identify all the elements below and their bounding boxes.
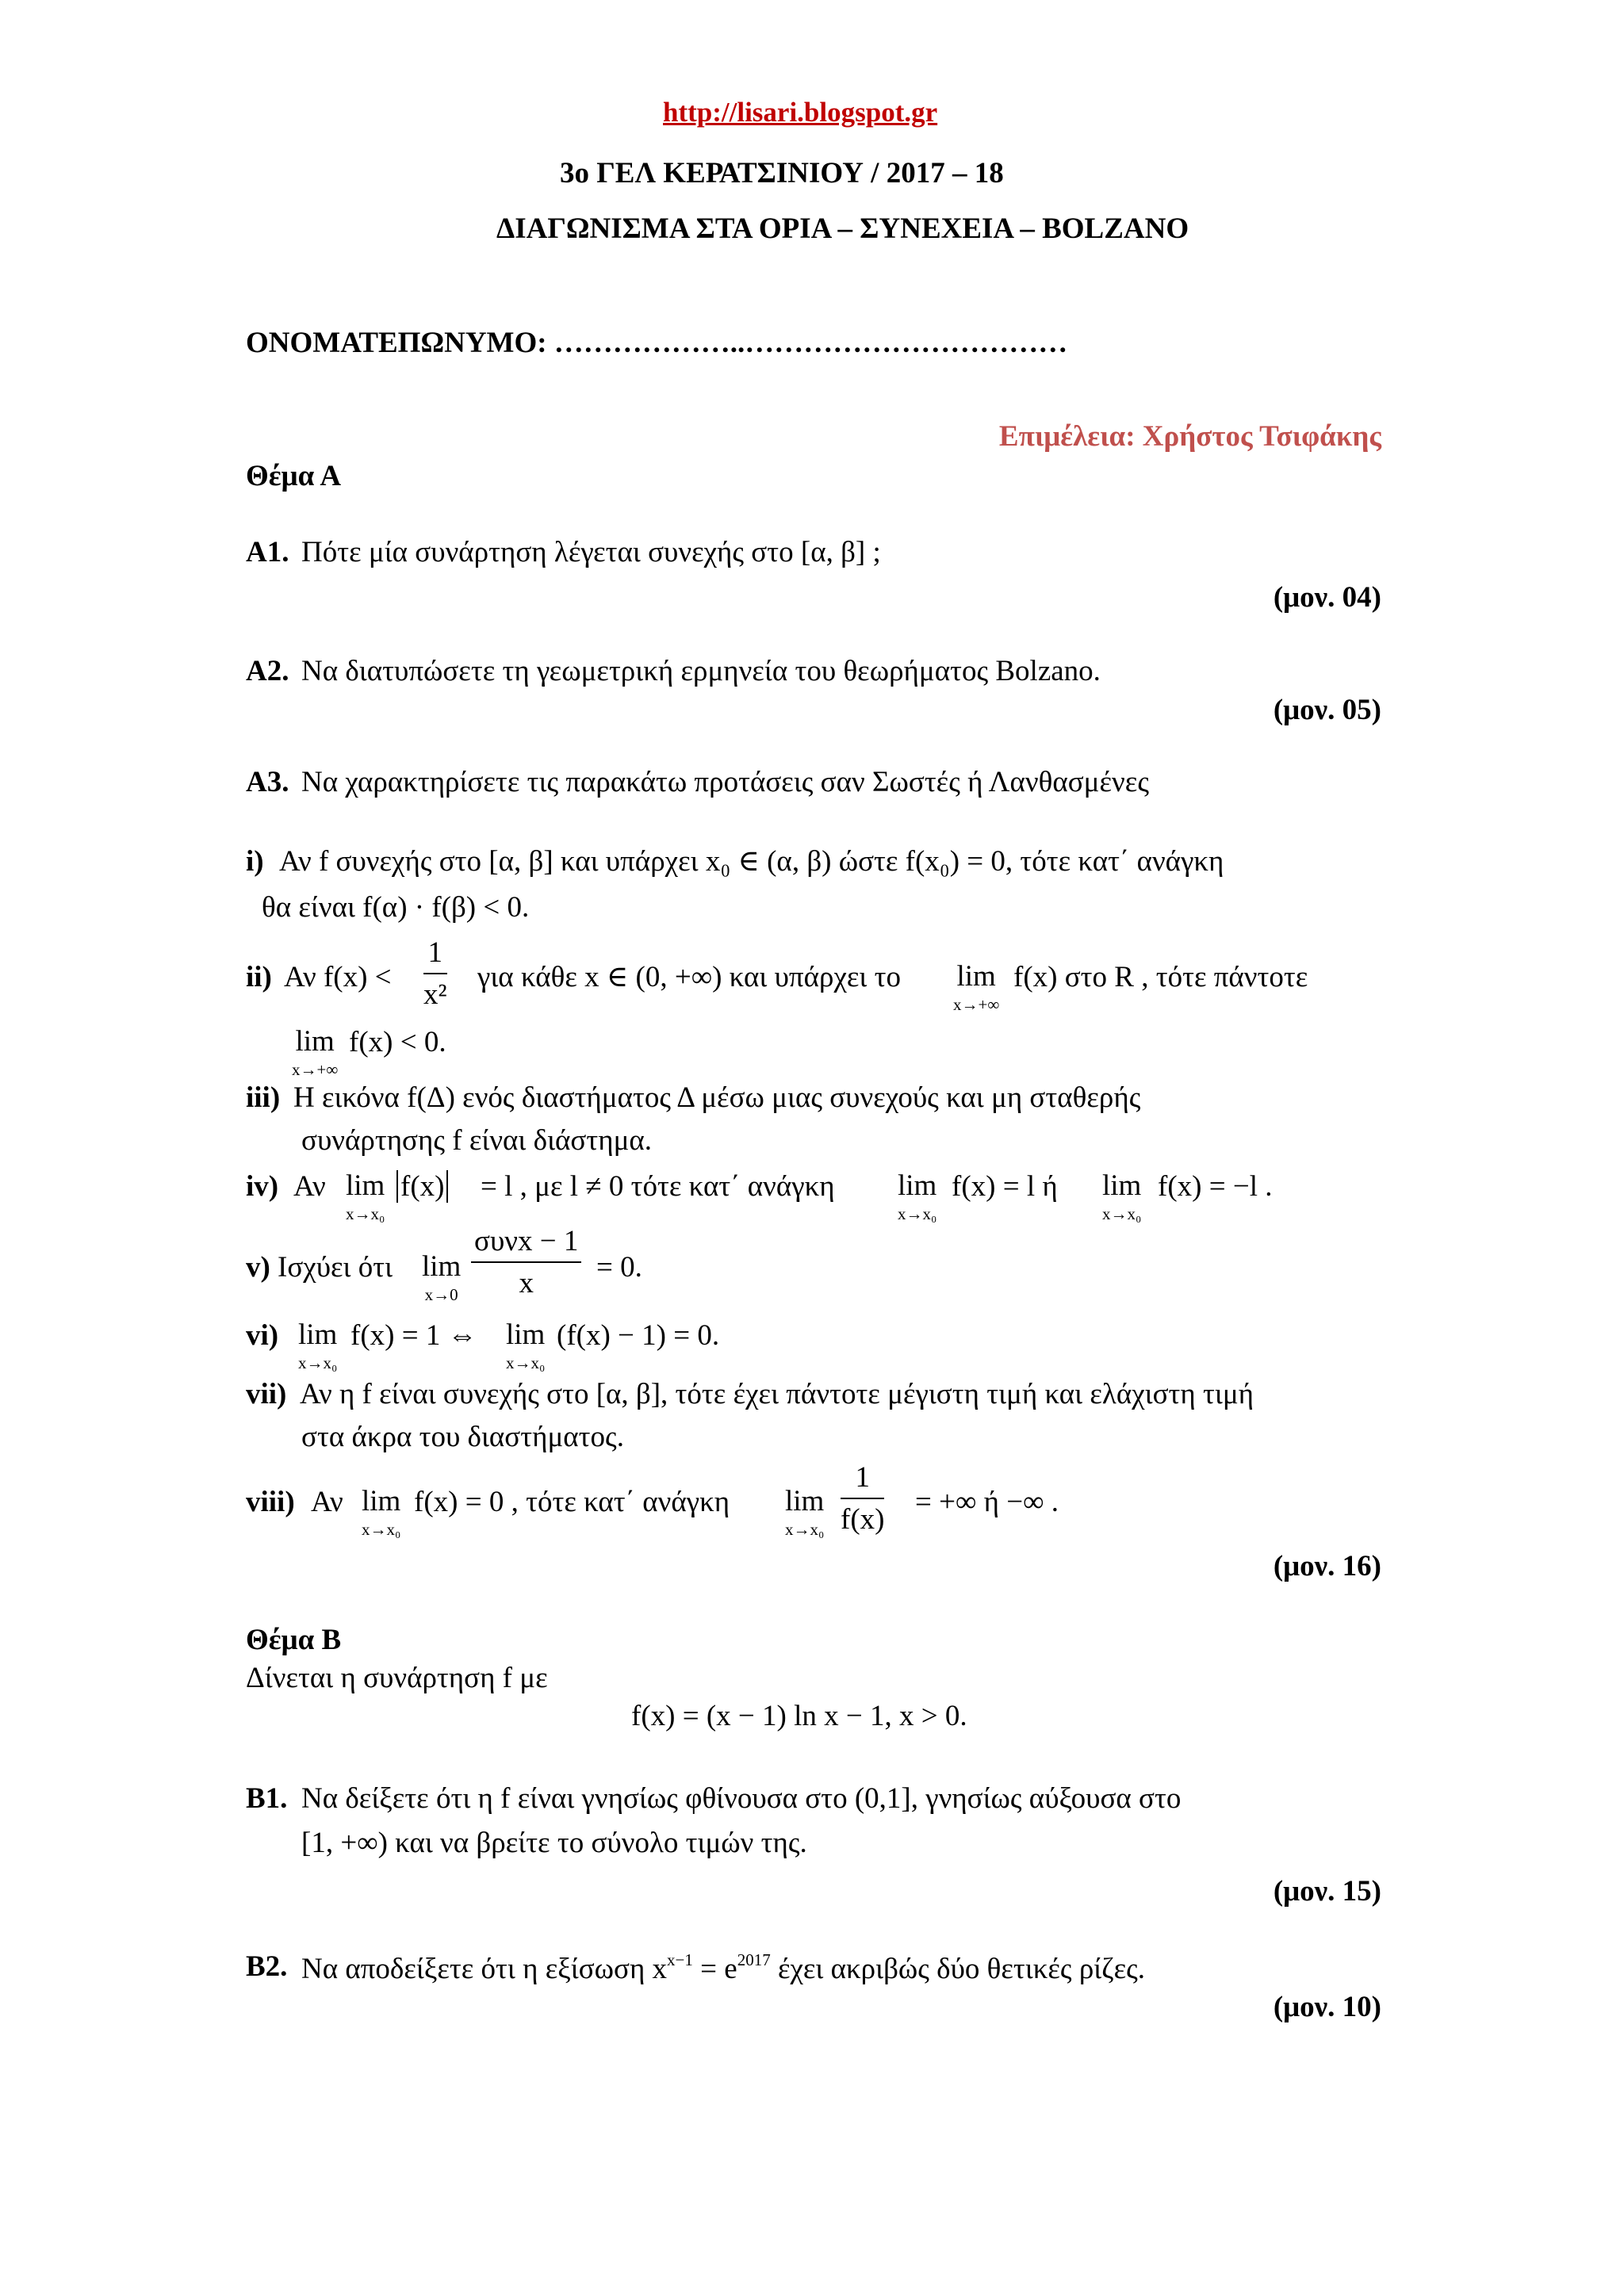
item-iv-text-a: Αν	[293, 1170, 326, 1203]
b2-exponent-2: 2017	[737, 1950, 771, 1969]
item-vi-lim2-word: lim	[506, 1318, 546, 1351]
item-v-fraction-numerator: συνx − 1	[471, 1224, 581, 1263]
a3-points: (μον. 16)	[1273, 1550, 1381, 1582]
item-v-lim-subscript: x→0	[424, 1285, 458, 1304]
item-viii-text-c: = +∞ ή −∞ .	[915, 1486, 1059, 1518]
item-ii-text-a: Αν f(x) <	[284, 961, 392, 993]
a1-label: Α1.	[246, 536, 289, 568]
b2-exponent-1: x−1	[667, 1950, 693, 1969]
item-iv-lim-word: lim	[346, 1169, 385, 1202]
item-ii-limit	[953, 959, 999, 1015]
item-vi-lim-word: lim	[298, 1318, 338, 1351]
item-iv-text-c: f(x) = l ή	[952, 1170, 1058, 1203]
b2-equals-e: = e	[700, 1953, 737, 1985]
item-v-limit	[422, 1249, 461, 1305]
item-viii-lim2-subscript: x→x₀	[785, 1520, 825, 1539]
item-viii-limit-2	[785, 1484, 824, 1540]
item-viii-limit	[362, 1484, 400, 1540]
b2-text-a: Να αποδείξετε ότι η εξίσωση	[301, 1953, 645, 1985]
item-iv-lim3-word: lim	[1102, 1169, 1142, 1202]
item-ii-lim2-subscript: x→+∞	[292, 1060, 339, 1079]
a1-points: (μον. 04)	[1273, 581, 1381, 614]
item-ii-lim2-word: lim	[295, 1025, 335, 1058]
item-iii-line2: συνάρτησης f είναι διάστημα.	[301, 1124, 653, 1157]
source-link[interactable]: http://lisari.blogspot.gr	[663, 97, 938, 128]
item-viii-fraction	[841, 1460, 884, 1536]
item-i-line2: θα είναι f(α) · f(β) < 0.	[262, 891, 530, 924]
item-v-text-b: = 0.	[596, 1251, 642, 1284]
item-iv-lim-subscript: x→x₀	[346, 1204, 385, 1223]
item-viii-lim-subscript: x→x₀	[362, 1520, 401, 1539]
item-viii-fraction-denominator: f(x)	[841, 1503, 885, 1536]
thema-b-intro: Δίνεται η συνάρτηση f με	[246, 1662, 548, 1694]
item-vi-lim2-subscript: x→x₀	[506, 1353, 546, 1372]
item-iv-label: iv)	[246, 1170, 279, 1203]
item-iii-line1: Η εικόνα f(Δ) ενός διαστήματος Δ μέσω μιας συνεχούς και μη σταθερής	[293, 1081, 1141, 1114]
item-iv-abs-content: f(x)	[396, 1170, 448, 1203]
b2-label: Β2.	[246, 1950, 288, 1983]
item-iv-abs-value	[396, 1172, 448, 1201]
item-viii-label: viii)	[246, 1486, 295, 1518]
b2-text-b: έχει ακριβώς δύο θετικές ρίζες.	[777, 1953, 1146, 1985]
item-iv-text-b: = l , με l ≠ 0 τότε κατ΄ ανάγκη	[481, 1170, 835, 1203]
exam-title: ΔΙΑΓΩΝΙΣΜΑ ΣΤΑ ΟΡΙΑ – ΣΥΝΕΧΕΙΑ – BOLZANO	[496, 212, 1189, 245]
b1-line2: [1, +∞) και να βρείτε το σύνολο τιμών της.	[301, 1827, 807, 1859]
b2-equation	[652, 1950, 771, 1985]
b1-points: (μον. 15)	[1273, 1875, 1381, 1908]
school-year: 3ο ΓΕΛ ΚΕΡΑΤΣΙΝΙΟΥ / 2017 – 18	[560, 157, 1004, 189]
item-vii-line1: Αν η f είναι συνεχής στο [α, β], τότε έχει πάντοτε μέγιστη τιμή και ελάχιστη τιμή	[300, 1378, 1254, 1410]
item-iii-label: iii)	[246, 1081, 281, 1114]
item-v-lim-word: lim	[422, 1250, 462, 1283]
item-viii-text-a: Αν	[311, 1486, 343, 1518]
item-ii-text-b: για κάθε x ∈ (0, +∞) και υπάρχει το	[477, 961, 901, 993]
a3-label: Α3.	[246, 766, 289, 798]
a2-label: Α2.	[246, 655, 289, 687]
item-viii-lim-word: lim	[362, 1485, 401, 1517]
b2-base: x	[652, 1953, 668, 1985]
item-vi-lim-subscript: x→x₀	[298, 1353, 338, 1372]
item-ii-line2: f(x) < 0.	[349, 1026, 446, 1058]
item-iv-text-d: f(x) = −l .	[1158, 1170, 1273, 1203]
item-vi-limit	[298, 1318, 337, 1373]
a2-question: Να διατυπώσετε τη γεωμετρική ερμηνεία του θεωρήματος Bolzano.	[301, 655, 1101, 687]
item-ii-lim-word: lim	[956, 960, 996, 993]
item-viii-text-b: f(x) = 0 , τότε κατ΄ ανάγκη	[414, 1486, 730, 1518]
b2-points: (μον. 10)	[1273, 1991, 1381, 2023]
thema-b-heading: Θέμα Β	[246, 1624, 342, 1656]
item-iv-lim2-word: lim	[898, 1169, 937, 1202]
item-iv-limit	[346, 1169, 385, 1224]
item-v-label: v)	[246, 1251, 270, 1284]
a2-points: (μον. 05)	[1273, 694, 1381, 726]
item-viii-lim2-word: lim	[785, 1485, 825, 1517]
item-vii-line2: στα άκρα του διαστήματος.	[301, 1421, 624, 1453]
item-v-fraction	[471, 1224, 581, 1300]
b2-text	[301, 1952, 1145, 1984]
item-i-label: i)	[246, 845, 264, 878]
item-vii-label: vii)	[246, 1378, 287, 1410]
a1-question: Πότε μία συνάρτηση λέγεται συνεχής στο [α, β] ;	[301, 536, 881, 568]
student-name-field: ΟΝΟΜΑΤΕΠΩΝΥΜΟ: ………………..……………………………	[246, 327, 1068, 359]
item-ii-fraction-numerator: 1	[423, 936, 447, 974]
item-iv-lim2-subscript: x→x₀	[898, 1204, 937, 1223]
item-iv-limit-3	[1102, 1169, 1141, 1224]
item-ii-text-c: f(x) στο R , τότε πάντοτε	[1013, 961, 1308, 993]
item-vi-label: vi)	[246, 1319, 279, 1352]
b1-line1: Να δείξετε ότι η f είναι γνησίως φθίνουσα στο (0,1], γνησίως αύξουσα στο	[301, 1782, 1182, 1815]
item-ii-limit-2	[292, 1024, 338, 1080]
item-vi-limit-2	[506, 1318, 545, 1373]
b1-label: Β1.	[246, 1782, 288, 1815]
item-viii-fraction-numerator: 1	[841, 1460, 884, 1499]
item-iv-limit-2	[898, 1169, 936, 1224]
item-ii-fraction	[423, 936, 447, 1012]
item-iv-lim3-subscript: x→x₀	[1102, 1204, 1142, 1223]
item-vi-text-a: f(x) = 1 ⇔	[350, 1319, 477, 1352]
editor-credit: Επιμέλεια: Χρήστος Τσιφάκης	[998, 420, 1381, 453]
thema-b-formula: f(x) = (x − 1) ln x − 1, x > 0.	[631, 1700, 967, 1732]
item-ii-lim-subscript: x→+∞	[953, 995, 1000, 1014]
a3-instruction: Να χαρακτηρίσετε τις παρακάτω προτάσεις σαν Σωστές ή Λανθασμένες	[301, 766, 1149, 798]
item-v-text-a: Ισχύει ότι	[278, 1251, 393, 1284]
item-ii-fraction-denominator: x²	[423, 978, 447, 1011]
thema-a-heading: Θέμα Α	[246, 460, 342, 492]
item-i-line1: Αν f συνεχής στο [α, β] και υπάρχει x₀ ∈ (α, β) ώστε f(x₀) = 0, τότε κατ΄ ανάγκη	[279, 845, 1224, 878]
item-v-fraction-denominator: x	[519, 1267, 534, 1299]
item-vi-text-b: (f(x) − 1) = 0.	[557, 1319, 720, 1352]
item-ii-label: ii)	[246, 961, 272, 993]
